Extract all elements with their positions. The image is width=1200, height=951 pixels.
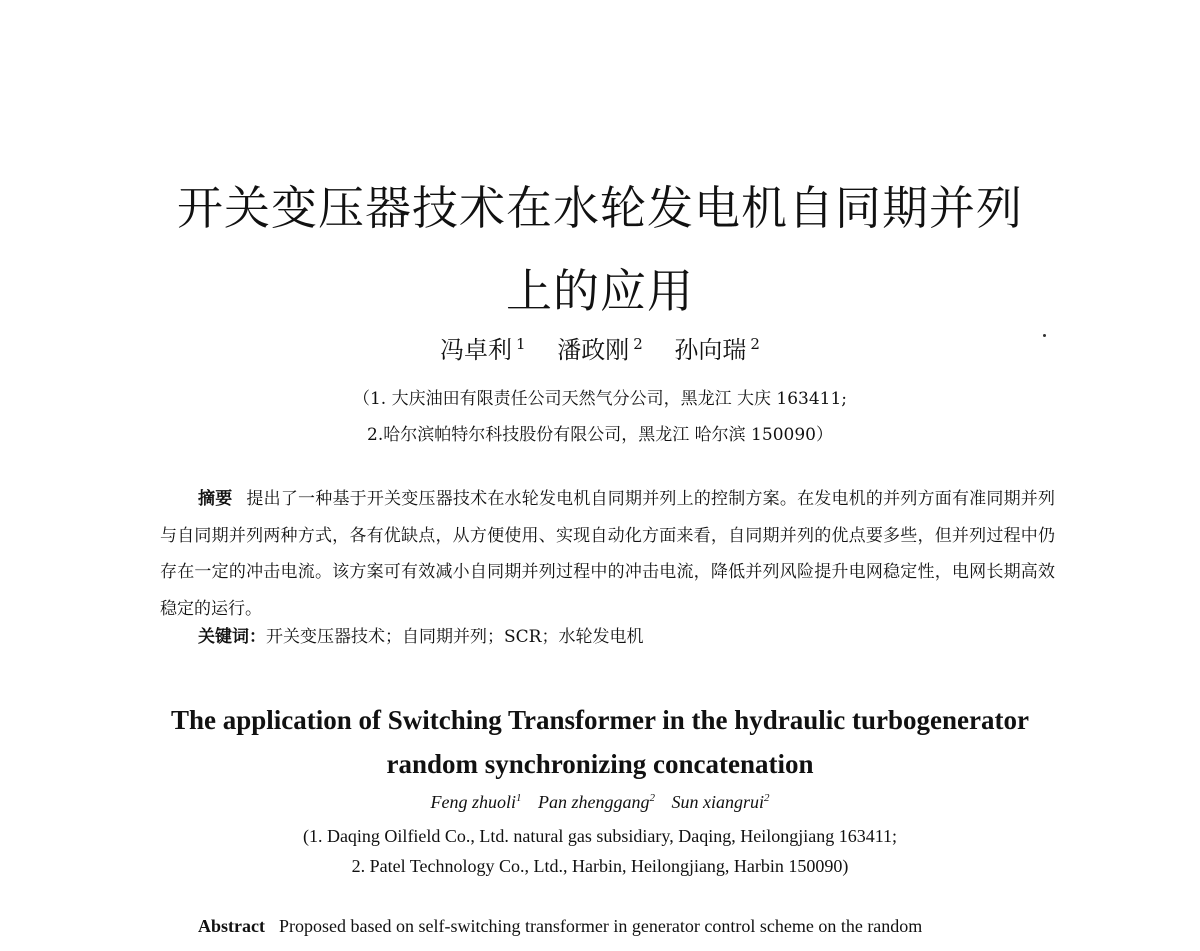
chinese-abstract [160, 481, 1055, 627]
english-authors [0, 792, 1200, 813]
author-2: 潘政刚 $^2$ [557, 335, 643, 364]
keywords-label: 关键词： [198, 627, 266, 647]
chinese-authors [0, 330, 1200, 365]
en-abstract-text: Proposed based on self-switching transformer in generator control scheme on the random [278, 916, 923, 936]
abstract-text: 提出了一种基于开关变压器技术在水轮发电机自同期并列上的控制方案。在发电机的并列方面有准同期并列与自同期并列两种方式，各有优缺点，从方便使用、实现自动化方面来看，自同期并列的优点要多些，但并列过程中仍存在一定的冲击电流。该方案可有效减小自同期并列过程中的冲击电流，降低并列风险提升电网稳定性，电网长期高效稳定的运行。 [160, 489, 1056, 619]
english-affiliation-1: (1. Daqing Oilfield Co., Ltd. natural gas subsidiary, Daqing, Heilongjiang 163411; [302, 826, 898, 846]
chinese-title-line-1: 开关变压器技术在水轮发电机自同期并列 [177, 181, 1023, 235]
en-abstract-label: Abstract [198, 916, 265, 936]
scan-speck [1043, 334, 1046, 337]
author-3: 孙向瑞 $^2$ [674, 335, 760, 364]
english-title-line-2: random synchronizing concatenation [386, 749, 814, 779]
author-1: 冯卓利 $^1$ [440, 335, 526, 364]
chinese-title-line-2: 上的应用 [506, 264, 694, 318]
chinese-keywords [198, 622, 643, 647]
chinese-affiliation-2: 2.哈尔滨帕特尔科技股份有限公司，黑龙江 哈尔滨 150090） [367, 425, 833, 445]
chinese-affiliation-1: （1. 大庆油田有限责任公司天然气分公司，黑龙江 大庆 163411; [352, 389, 848, 409]
english-title-line-1: The application of Switching Transformer in the hydraulic turbogenerator [170, 705, 1029, 735]
english-affiliation-2: 2. Patel Technology Co., Ltd., Harbin, Heilongjiang, Harbin 150090) [351, 856, 849, 876]
abstract-label: 摘要 [198, 489, 233, 509]
keywords-text: 开关变压器技术；自同期并列；SCR；水轮发电机 [266, 627, 644, 647]
english-abstract [198, 916, 922, 937]
en-author-3: Sun xiangrui$^2$ [671, 792, 770, 812]
en-author-2: Pan zhenggang$^2$ [538, 792, 655, 812]
en-author-1: Feng zhuoli$^1$ [430, 792, 522, 812]
